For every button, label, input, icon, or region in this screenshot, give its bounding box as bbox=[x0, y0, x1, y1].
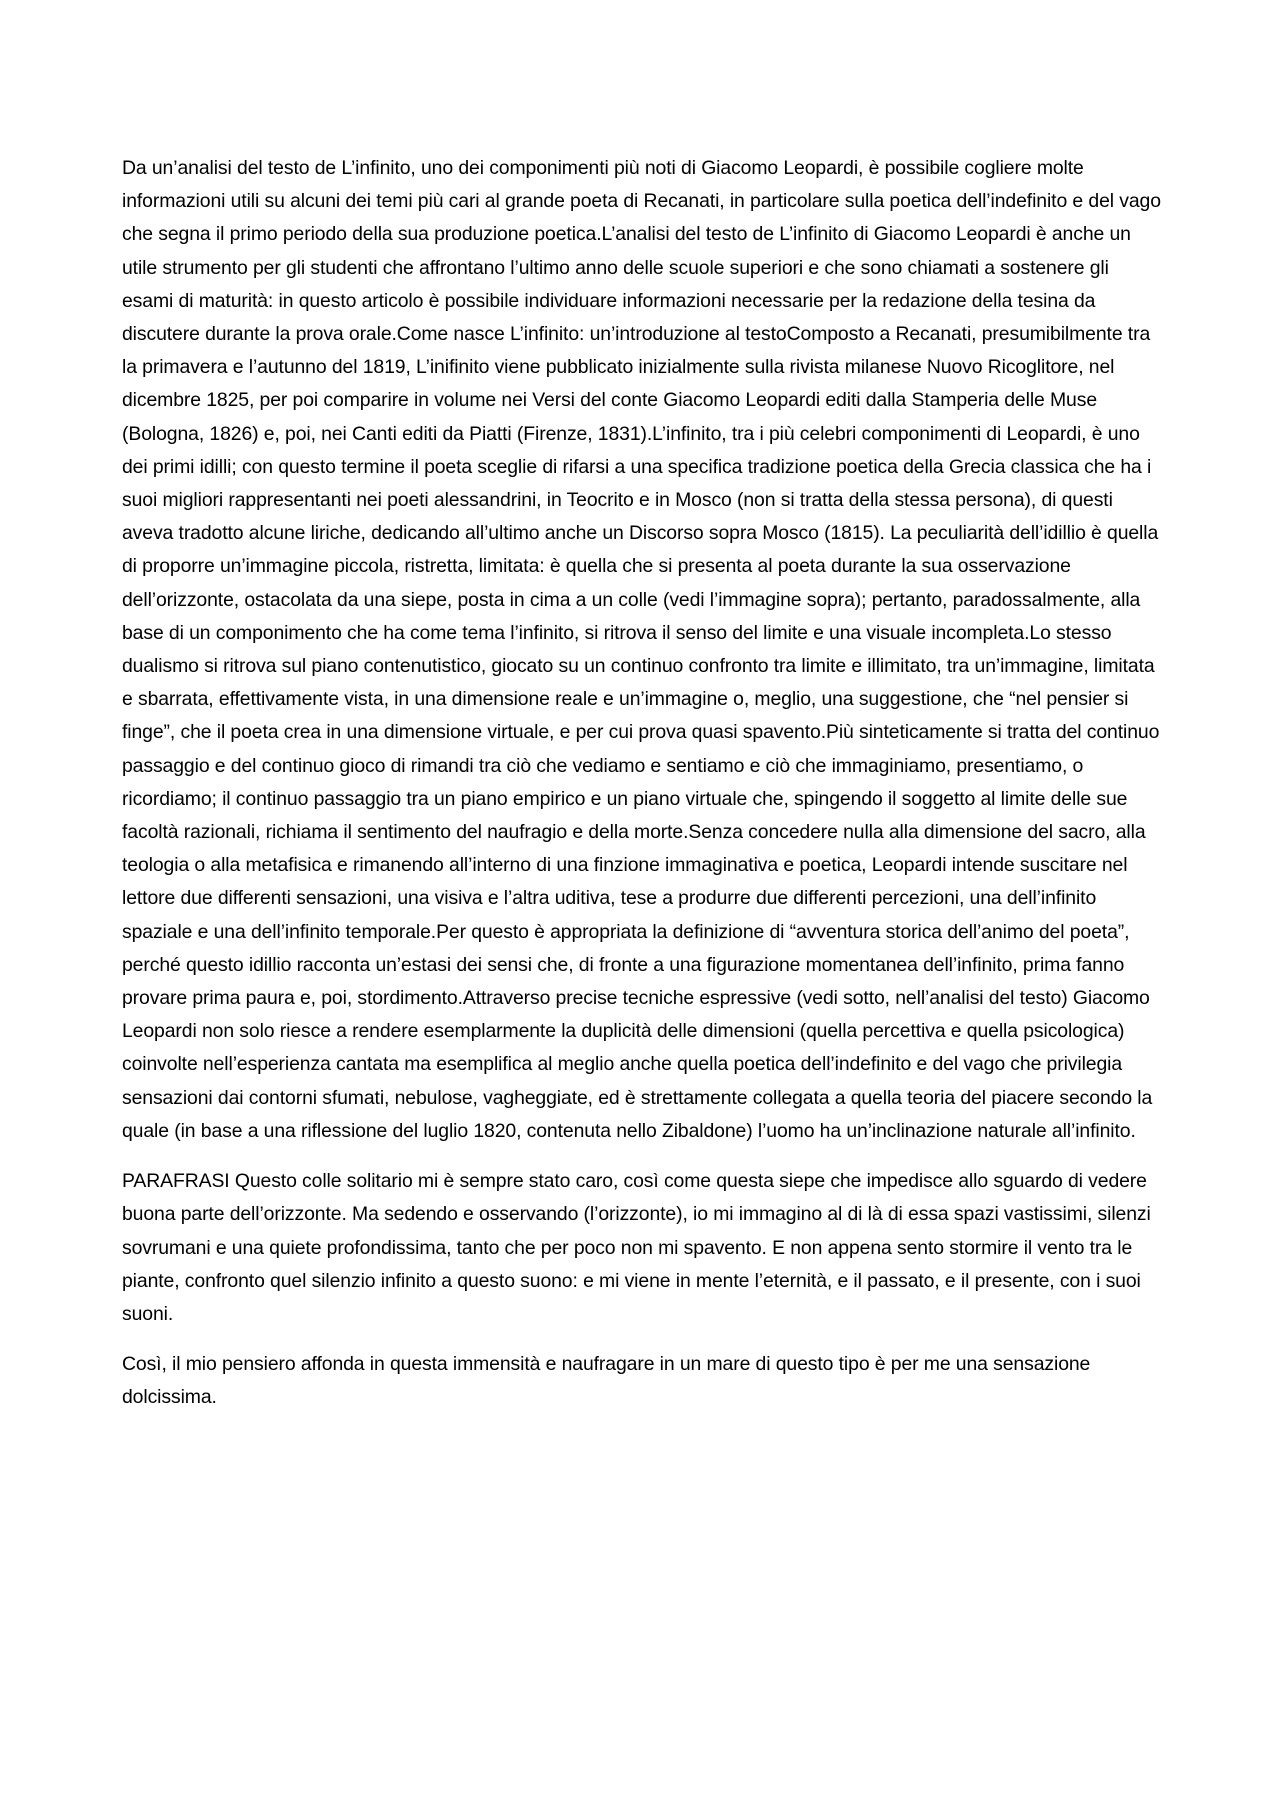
paragraph-parafrasi: PARAFRASI Questo colle solitario mi è sempre stato caro, così come questa siepe che impedisce allo sguardo di vedere buona parte dell’orizzonte. Ma sedendo e osservando (l’orizzonte), io mi immagino al di là di essa spazi vastissimi, silenzi sovrumani e una quiete profondissima, tanto che per poco non mi spavento. E non appena sento stormire il vento tra le piante, confronto quel silenzio infinito a questo suono: e mi viene in mente l’eternità, e il passato, e il presente, con i suoi suoni. bbox=[122, 1170, 1151, 1325]
document-body bbox=[122, 152, 1164, 1432]
paragraph-analysis: Da un’analisi del testo de L’infinito, uno dei componimenti più noti di Giacomo Leopardi, è possibile cogliere molte informazioni utili su alcuni dei temi più cari al grande poeta di Recanati, in particolare sulla poetica dell’indefinito e del vago che segna il primo periodo della sua produzione poetica.L’analisi del testo de L’infinito di Giacomo Leopardi è anche un utile strumento per gli studenti che affrontano l’ultimo anno delle scuole superiori e che sono chiamati a sostenere gli esami di maturità: in questo articolo è possibile individuare informazioni necessarie per la redazione della tesina da discutere durante la prova orale.Come nasce L’infinito: un’introduzione al testoComposto a Recanati, presumibilmente tra la primavera e l’autunno del 1819, L’inifinito viene pubblicato inizialmente sulla rivista milanese Nuovo Ricoglitore, nel dicembre 1825, per poi comparire in volume nei Versi del conte Giacomo Leopardi editi dalla Stamperia delle Muse (Bologna, 1826) e, poi, nei Canti editi da Piatti (Firenze, 1831).L’infinito, tra i più celebri componimenti di Leopardi, è uno dei primi idilli; con questo termine il poeta sceglie di rifarsi a una specifica tradizione poetica della Grecia classica che ha i suoi migliori rappresentanti nei poeti alessandrini, in Teocrito e in Mosco (non si tratta della stessa persona), di questi aveva tradotto alcune liriche, dedicando all’ultimo anche un Discorso sopra Mosco (1815). La peculiarità dell’idillio è quella di proporre un’immagine piccola, ristretta, limitata: è quella che si presenta al poeta durante la sua osservazione dell’orizzonte, ostacolata da una siepe, posta in cima a un colle (vedi l’immagine sopra); pertanto, paradossalmente, alla base di un componimento che ha come tema l’infinito, si ritrova il senso del limite e una visuale incompleta.Lo stesso dualismo si ritrova sul piano contenutistico, giocato su un continuo confronto tra limite e illimitato, tra un’immagine, limitata e sbarrata, effettivamente vista, in una dimensione reale e un’immagine o, meglio, una suggestione, che “nel pensier si finge”, che il poeta crea in una dimensione virtuale, e per cui prova quasi spavento.Più sinteticamente si tratta del continuo passaggio e del continuo gioco di rimandi tra ciò che vediamo e sentiamo e ciò che immaginiamo, presentiamo, o ricordiamo; il continuo passaggio tra un piano empirico e un piano virtuale che, spingendo il soggetto al limite delle sue facoltà razionali, richiama il sentimento del naufragio e della morte.Senza concedere nulla alla dimensione del sacro, alla teologia o alla metafisica e rimanendo all’interno di una finzione immaginativa e poetica, Leopardi intende suscitare nel lettore due differenti sensazioni, una visiva e l’altra uditiva, tese a produrre due differenti percezioni, una dell’infinito spaziale e una dell’infinito temporale.Per questo è appropriata la definizione di “avventura storica dell’animo del poeta”, perché questo idillio racconta un’estasi dei sensi che, di fronte a una figurazione momentanea dell’infinito, prima fanno provare prima paura e, poi, stordimento.Attraverso precise tecniche espressive (vedi sotto, nell’analisi del testo) Giacomo Leopardi non solo riesce a rendere esemplarmente la duplicità delle dimensioni (quella percettiva e quella psicologica) coinvolte nell’esperienza cantata ma esemplifica al meglio anche quella poetica dell’indefinito e del vago che privilegia sensazioni dai contorni sfumati, nebulose, vagheggiate, ed è strettamente collegata a quella teoria del piacere secondo la quale (in base a una riflessione del luglio 1820, contenuta nello Zibaldone) l’uomo ha un’inclinazione naturale all’infinito. bbox=[122, 157, 1161, 1142]
paragraph-conclusion: Così, il mio pensiero affonda in questa immensità e naufragare in un mare di questo tipo è per me una sensazione dolcissima. bbox=[122, 1353, 1091, 1409]
